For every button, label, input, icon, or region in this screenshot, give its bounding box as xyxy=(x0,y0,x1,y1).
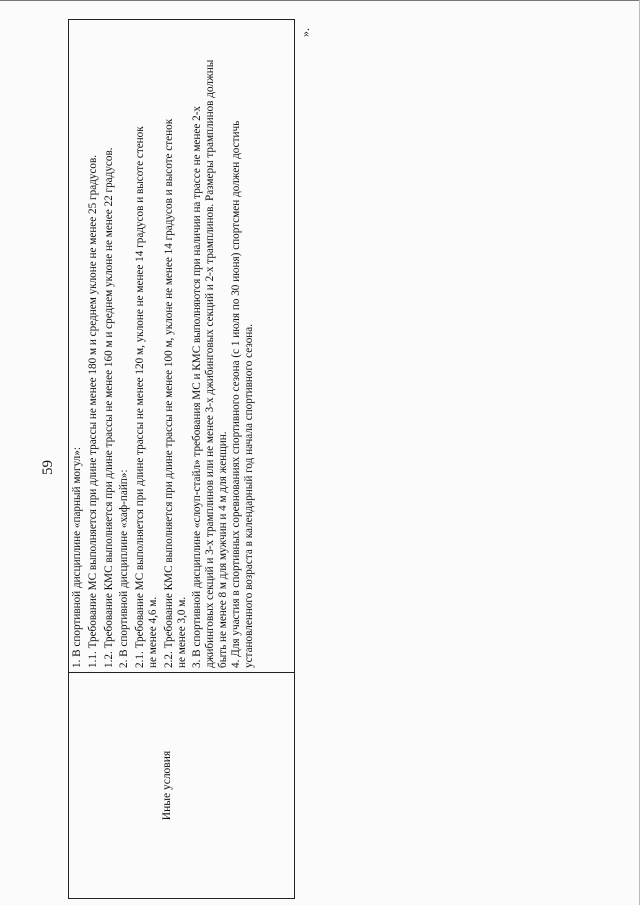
condition-line: 2. В спортивной дисциплине «хаф-пайп»: xyxy=(118,469,131,668)
condition-line: 2.2. Требование КМС выполняется при длине трассы не менее 100 м, уклоне не менее 14 градусов и высоте стенок xyxy=(162,118,175,668)
table-label: Иные условия xyxy=(161,750,173,821)
condition-line: 1. В спортивной дисциплине «парный могул»: xyxy=(71,447,83,668)
condition-line: быть не менее 8 м для мужчин и 4 м для женщин. xyxy=(216,431,229,668)
conditions-table xyxy=(68,19,295,899)
page-number: 59 xyxy=(40,460,56,475)
condition-line: 4. Для участия в спортивных соревнованиях спортивного сезона (с 1 июля по 30 июня) спортсмен должен достичь xyxy=(229,120,242,668)
condition-line: 1.2. Требование КМС выполняется при длине трассы не менее 160 м и среднем уклоне не менее 22 градусов. xyxy=(102,147,115,668)
condition-line: 1.1. Требование МС выполняется при длине трассы не менее 180 м и среднем уклоне не менее 25 градусов. xyxy=(86,154,99,668)
condition-line: не менее 3,0 м. xyxy=(175,596,188,668)
condition-line: не менее 4,6 м. xyxy=(146,596,159,668)
condition-line: 3. В спортивной дисциплине «слоуп-стайл» требования МС и КМС выполняются при наличии на трассе не менее 2-х xyxy=(191,105,204,668)
table-label-cell xyxy=(69,672,294,898)
condition-line: установленного возраста в календарный год начала спортивного сезона. xyxy=(242,323,255,668)
condition-line: джибинговых секций и 3-х трамплинов или не менее 3-х джибинговых секций и 2-х трамплинов. Размеры трамплинов должны xyxy=(204,59,217,668)
closing-quote: ». xyxy=(298,28,312,37)
table-content-cell xyxy=(71,24,294,670)
condition-line: 2.1. Требование МС выполняется при длине трассы не менее 120 м, уклоне не менее 14 градусов и высоте стенок xyxy=(134,126,147,668)
